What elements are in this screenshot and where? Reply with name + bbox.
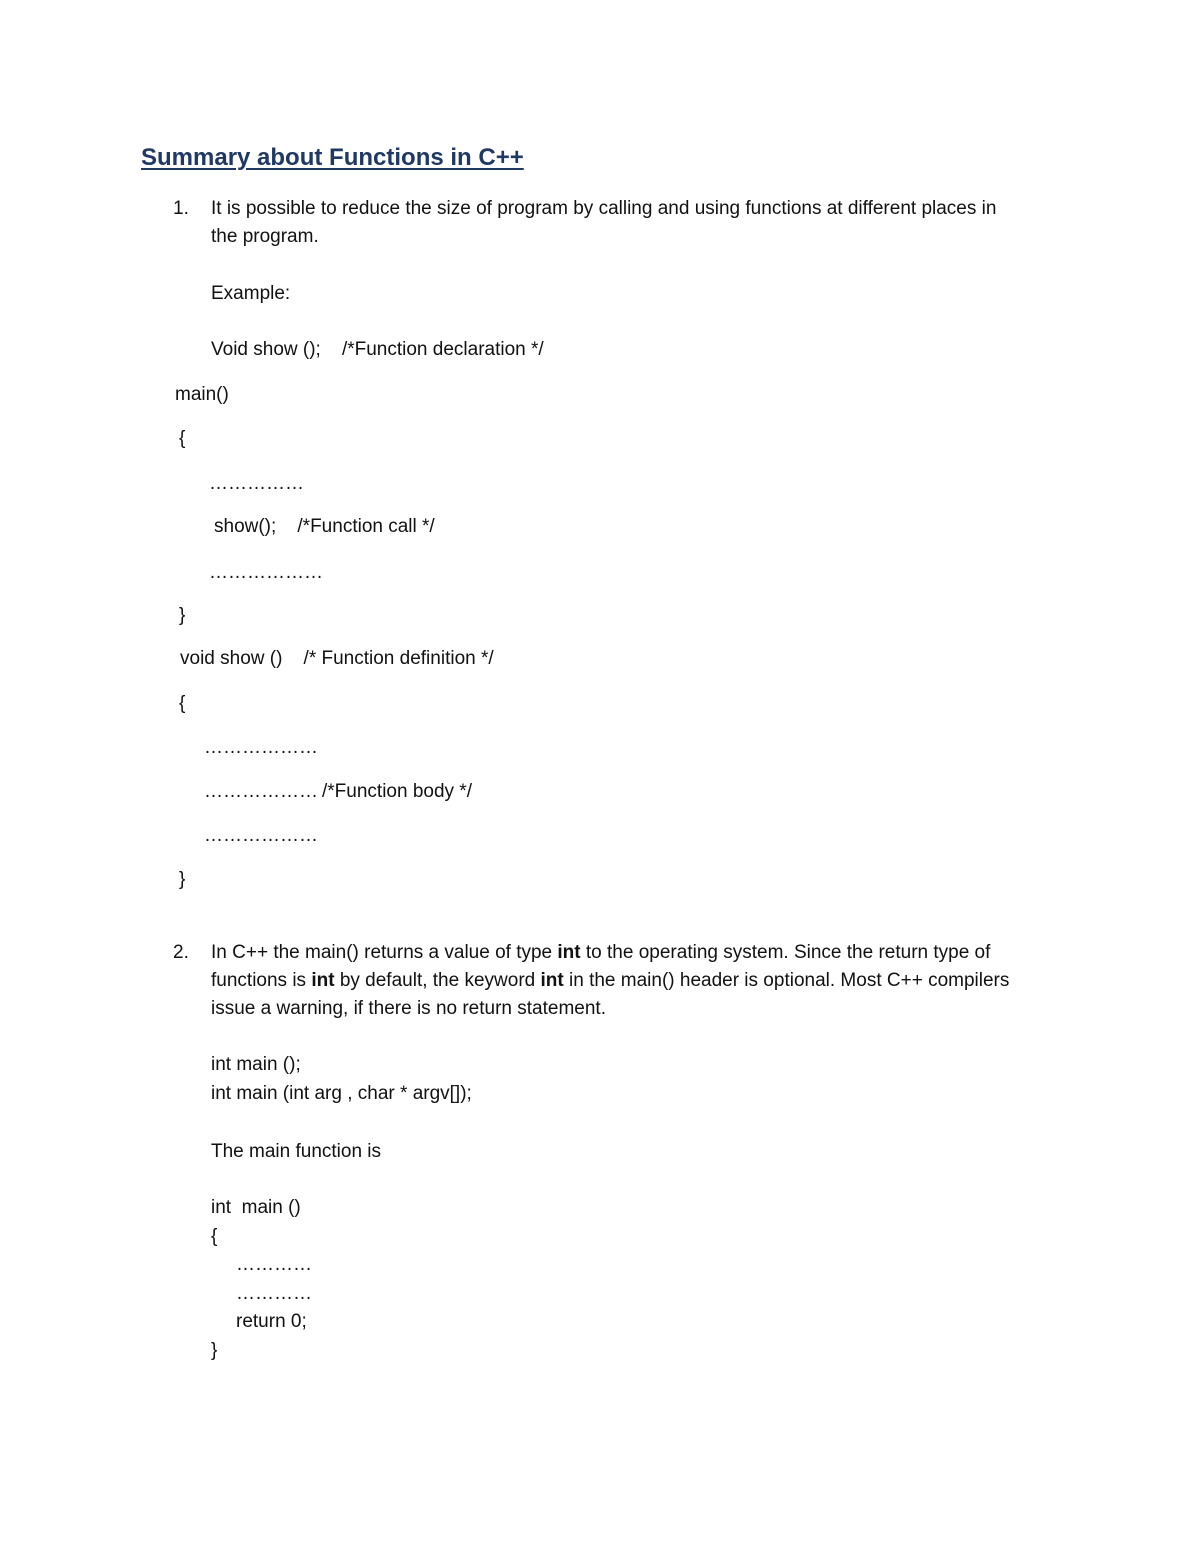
item2-line3: issue a warning, if there is no return statement. [211,998,606,1019]
code-main-header: int main () [211,1197,301,1218]
code-open-brace-2: { [179,693,186,714]
code-int-main: int main (); [211,1054,301,1075]
code-dots-1: …………… [209,473,304,494]
code-int-main-args: int main (int arg , char * argv[]); [211,1083,472,1104]
list-number-2: 2. [173,942,189,963]
code-dots-2: ……………… [209,562,323,583]
item2-line1-c: to the operating system. Since the return type of [580,942,991,963]
code-main-close-brace: } [211,1340,218,1361]
page-title: Summary about Functions in C++ [141,144,524,171]
code-function-call: show(); /*Function call */ [214,516,435,537]
code-body-comment: /*Function body */ [322,781,472,802]
main-function-intro: The main function is [211,1141,382,1162]
code-close-brace-1: } [179,605,186,626]
item2-line1-int: int [557,942,581,963]
item2-line2-a: functions is [211,970,312,991]
code-function-definition: void show () /* Function definition */ [180,648,494,669]
code-declaration: Void show (); /*Function declaration */ [211,339,544,360]
list-number-1: 1. [173,198,189,219]
item2-line1-a: In C++ the main() returns a value of type [211,942,558,963]
item2-line2 [211,969,1009,993]
example-label: Example: [211,283,291,304]
code-dots-3: ……………… [204,737,318,758]
item2-line2-int2: int [540,970,564,991]
item1-line1: It is possible to reduce the size of program by calling and using functions at different places in [211,198,997,219]
item1-line2: the program. [211,226,319,247]
code-dots-5: ……………… [204,825,318,846]
item2-line2-e: in the main() header is optional. Most C++ compilers [563,970,1010,991]
item2-line2-c: by default, the keyword [334,970,541,991]
code-close-brace-2: } [179,869,186,890]
item2-line2-int: int [311,970,335,991]
item2-line1 [211,941,990,965]
code-main-dots-1: ………… [236,1254,312,1275]
code-main-dots-2: ………… [236,1283,312,1304]
code-main-open-brace: { [211,1226,218,1247]
code-open-brace-1: { [179,428,186,449]
code-main: main() [175,384,229,405]
code-return: return 0; [236,1311,307,1332]
code-dots-4: ……………… [204,781,318,802]
